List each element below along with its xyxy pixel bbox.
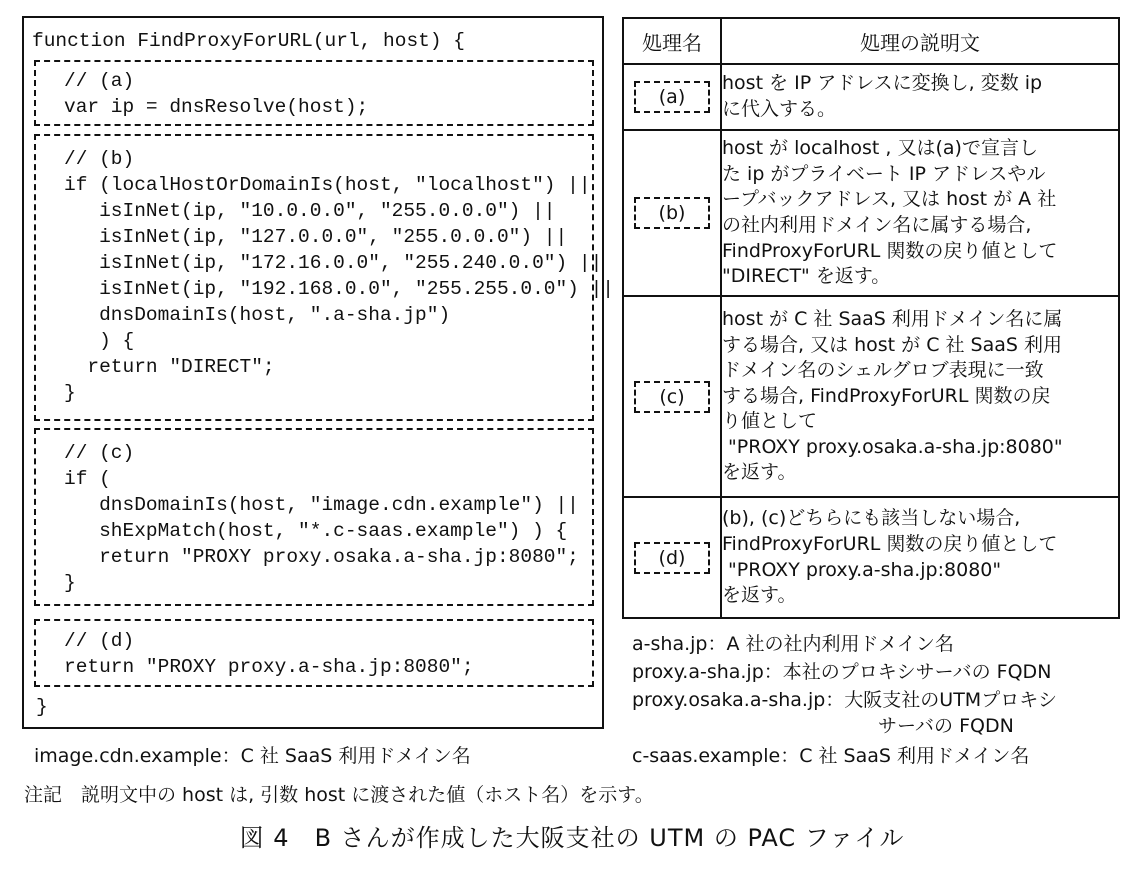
code-line: if ( [64, 468, 111, 490]
row-name-cell [623, 64, 721, 130]
header-process-desc: 処理の説明文 [721, 18, 1119, 64]
process-table [622, 17, 1120, 619]
definition-a-sha: a-sha.jp：A 社の社内利用ドメイン名 [632, 633, 954, 655]
figure-caption: 図 4 B さんが作成した大阪支社の UTM の PAC ファイル [239, 824, 905, 852]
code-line: var ip = dnsResolve(host); [64, 96, 369, 118]
table-row [623, 296, 1119, 497]
process-label-d: (d) [634, 542, 710, 574]
row-name-cell [623, 296, 721, 497]
definition-image-cdn: image.cdn.example：C 社 SaaS 利用ドメイン名 [34, 745, 471, 767]
code-line: } [64, 382, 76, 404]
code-line: isInNet(ip, "127.0.0.0", "255.0.0.0") || [64, 226, 568, 248]
code-line: return "DIRECT"; [64, 356, 275, 378]
table-header-row [623, 18, 1119, 64]
row-description: host が localhost , 又は(a)で宣言し た ip がプライベート IP アドレスやル ープバックアドレス, 又は host が A 社 の社内利用ドメイン名に属する場合, FindProxyForURL 関数の戻り値として "DIRECT" を返す。 [721, 130, 1119, 296]
table-row [623, 64, 1119, 130]
definition-c-saas: c-saas.example：C 社 SaaS 利用ドメイン名 [632, 745, 1030, 767]
code-line: } [64, 572, 76, 594]
row-description: host を IP アドレスに変換し, 変数 ip に代入する。 [721, 64, 1119, 130]
row-name-cell [623, 497, 721, 618]
code-line: isInNet(ip, "172.16.0.0", "255.240.0.0") || [64, 252, 603, 274]
table-row [623, 130, 1119, 296]
code-line: isInNet(ip, "10.0.0.0", "255.0.0.0") || [64, 200, 556, 222]
code-line: // (d) [64, 630, 135, 652]
process-label-c: (c) [634, 381, 710, 413]
code-line: ) { [64, 330, 135, 352]
code-line: if (localHostOrDomainIs(host, "localhost") || [64, 174, 591, 196]
row-description: (b), (c)どちらにも該当しない場合, FindProxyForURL 関数の戻り値として "PROXY proxy.a-sha.jp:8080" を返す。 [721, 497, 1119, 618]
table-row [623, 497, 1119, 618]
code-line: // (c) [64, 442, 135, 464]
process-label-b: (b) [634, 197, 710, 229]
code-line: // (b) [64, 148, 135, 170]
code-line: dnsDomainIs(host, "image.cdn.example") || [64, 494, 579, 516]
code-line: dnsDomainIs(host, ".a-sha.jp") [64, 304, 451, 326]
definition-osaka-proxy: proxy.osaka.a-sha.jp：大阪支社のUTMプロキシ [632, 689, 1058, 711]
code-line: return "PROXY proxy.osaka.a-sha.jp:8080"; [64, 546, 579, 568]
pac-code-box [22, 16, 614, 729]
code-function-open: function FindProxyForURL(url, host) { [32, 30, 465, 52]
row-name-cell [623, 130, 721, 296]
definition-proxy: proxy.a-sha.jp：本社のプロキシサーバの FQDN [632, 661, 1052, 683]
code-line: shExpMatch(host, "*.c-saas.example") ) { [64, 520, 568, 542]
code-function-close: } [36, 696, 48, 718]
definition-osaka-proxy-cont: サーバの FQDN [878, 715, 1014, 737]
code-line: return "PROXY proxy.a-sha.jp:8080"; [64, 656, 474, 678]
row-description: host が C 社 SaaS 利用ドメイン名に属 する場合, 又は host が C 社 SaaS 利用 ドメイン名のシェルグロブ表現に一致 する場合, FindProxyForURL 関数の戻 り値として "PROXY proxy.osaka.a-sha.jp:8080" を返す。 [721, 296, 1119, 497]
process-label-a: (a) [634, 81, 710, 113]
code-line: // (a) [64, 70, 135, 92]
footnote: 注記 説明文中の host は, 引数 host に渡された値（ホスト名）を示す。 [24, 784, 654, 806]
code-line: isInNet(ip, "192.168.0.0", "255.255.0.0") || [64, 278, 614, 300]
header-process-name: 処理名 [623, 18, 721, 64]
